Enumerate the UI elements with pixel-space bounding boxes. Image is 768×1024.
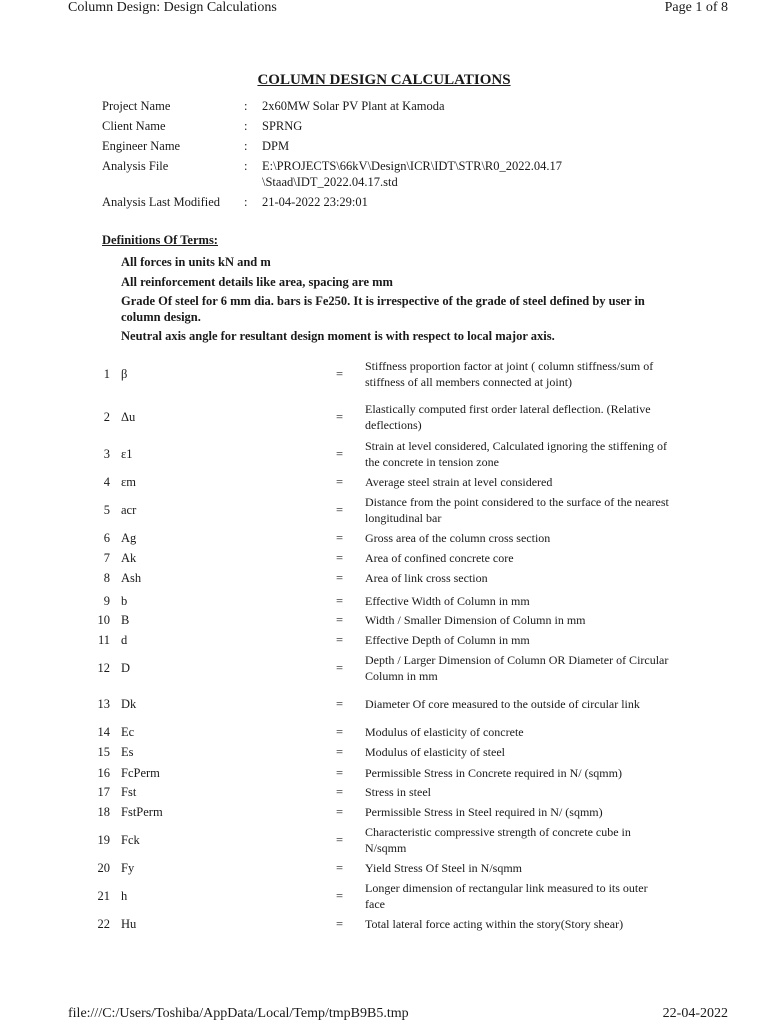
meta-colon: : [244, 159, 248, 173]
page-number: Page 1 of 8 [664, 0, 728, 15]
term-symbol: β [121, 366, 128, 381]
term-symbol: b [121, 593, 128, 608]
meta-colon: : [244, 99, 248, 113]
meta-label: Project Name [102, 99, 171, 113]
term-number: 12 [97, 660, 110, 675]
term-number: 15 [97, 744, 110, 759]
term-definition: Average steel strain at level considered [365, 474, 553, 489]
term-row [0, 437, 768, 471]
term-number: 18 [97, 804, 110, 819]
term-row [0, 549, 768, 567]
term-definition: Depth / Larger Dimension of Column OR Diameter of Circular Column in mm [365, 652, 669, 683]
equals-sign: = [336, 765, 344, 780]
term-symbol: B [121, 612, 130, 627]
term-definition: Total lateral force acting within the story(Story shear) [365, 916, 624, 931]
term-row [0, 651, 768, 685]
meta-label: Engineer Name [102, 139, 181, 153]
equals-sign: = [336, 409, 344, 424]
term-row [0, 349, 768, 399]
term-row [0, 879, 768, 913]
term-symbol: Ak [121, 550, 137, 565]
term-definition: Modulus of elasticity of concrete [365, 724, 524, 739]
term-number: 4 [103, 474, 110, 489]
term-row [0, 529, 768, 547]
equals-sign: = [336, 724, 344, 739]
meta-label: Analysis Last Modified [102, 195, 221, 209]
term-definition: Modulus of elasticity of steel [365, 744, 505, 759]
term-symbol: Ash [121, 570, 142, 585]
term-number: 7 [103, 550, 110, 565]
term-row [0, 611, 768, 629]
meta-colon: : [244, 139, 248, 153]
term-row [0, 743, 768, 761]
term-definition: Strain at level considered, Calculated ignoring the stiffening of the concrete in tension zone [365, 438, 668, 469]
term-row [0, 803, 768, 821]
term-number: 5 [103, 502, 110, 517]
term-number: 6 [103, 530, 110, 545]
term-symbol: εm [121, 474, 136, 489]
term-number: 17 [97, 784, 110, 799]
term-definition: Permissible Stress in Steel required in N/ (sqmm) [365, 804, 603, 819]
term-symbol: Fst [121, 784, 137, 799]
meta-label: Client Name [102, 119, 166, 133]
term-row [0, 569, 768, 587]
term-number: 13 [97, 696, 110, 711]
term-symbol: ε1 [121, 446, 133, 461]
term-row [0, 823, 768, 857]
equals-sign: = [336, 446, 344, 461]
note: Grade Of steel for 6 mm dia. bars is Fe250. It is irrespective of the grade of steel defined by user in column design. [121, 294, 645, 324]
term-symbol: d [121, 632, 128, 647]
document-title: COLUMN DESIGN CALCULATIONS [257, 72, 511, 88]
meta-value: 2x60MW Solar PV Plant at Kamoda [262, 99, 445, 113]
term-symbol: acr [121, 502, 137, 517]
equals-sign: = [336, 530, 344, 545]
equals-sign: = [336, 744, 344, 759]
term-definition: Stress in steel [365, 784, 431, 799]
equals-sign: = [336, 632, 344, 647]
term-number: 22 [97, 916, 110, 931]
term-number: 21 [97, 888, 110, 903]
term-number: 16 [97, 765, 110, 780]
equals-sign: = [336, 612, 344, 627]
term-number: 1 [103, 366, 110, 381]
equals-sign: = [336, 570, 344, 585]
term-symbol: FcPerm [121, 765, 160, 780]
term-number: 2 [103, 409, 110, 424]
term-symbol: Δu [121, 409, 136, 424]
footer-file-path: file:///C:/Users/Toshiba/AppData/Local/Temp/tmpB9B5.tmp [68, 1006, 409, 1021]
note: All reinforcement details like area, spacing are mm [121, 275, 393, 289]
meta-value: 21-04-2022 23:29:01 [262, 195, 368, 209]
term-definition: Diameter Of core measured to the outside of circular link [365, 696, 640, 711]
equals-sign: = [336, 502, 344, 517]
term-number: 11 [97, 632, 110, 647]
equals-sign: = [336, 696, 344, 711]
term-definition: Permissible Stress in Concrete required in N/ (sqmm) [365, 765, 622, 780]
term-definition: Characteristic compressive strength of concrete cube in N/sqmm [365, 824, 631, 855]
term-row [0, 592, 768, 610]
equals-sign: = [336, 860, 344, 875]
term-row [0, 783, 768, 801]
term-symbol: h [121, 888, 128, 903]
term-number: 14 [97, 724, 110, 739]
term-symbol: D [121, 660, 131, 675]
term-symbol: Ec [121, 724, 135, 739]
term-row [0, 915, 768, 933]
page-header-title: Column Design: Design Calculations [68, 0, 277, 15]
meta-value: E:\PROJECTS\66kV\Design\ICR\IDT\STR\R0_2022.04.17 \Staad\IDT_2022.04.17.std [262, 159, 563, 189]
term-symbol: Fck [121, 832, 140, 847]
term-definition: Longer dimension of rectangular link measured to its outer face [365, 880, 648, 911]
term-symbol: Fy [121, 860, 135, 875]
term-number: 19 [97, 832, 110, 847]
equals-sign: = [336, 660, 344, 675]
term-row [0, 473, 768, 491]
term-definition: Yield Stress Of Steel in N/sqmm [365, 860, 522, 875]
equals-sign: = [336, 888, 344, 903]
term-definition: Gross area of the column cross section [365, 530, 551, 545]
term-number: 3 [103, 446, 110, 461]
equals-sign: = [336, 804, 344, 819]
equals-sign: = [336, 593, 344, 608]
term-definition: Distance from the point considered to the surface of the nearest longitudinal bar [365, 494, 669, 525]
term-definition: Width / Smaller Dimension of Column in mm [365, 612, 586, 627]
equals-sign: = [336, 366, 344, 381]
term-definition: Effective Depth of Column in mm [365, 632, 530, 647]
note: Neutral axis angle for resultant design moment is with respect to local major axis. [121, 329, 555, 343]
term-row [0, 631, 768, 649]
term-symbol: Hu [121, 916, 137, 931]
meta-colon: : [244, 195, 248, 209]
term-definition: Area of link cross section [365, 570, 488, 585]
term-number: 9 [103, 593, 110, 608]
term-definition: Effective Width of Column in mm [365, 593, 530, 608]
definitions-heading: Definitions Of Terms: [102, 233, 218, 247]
term-row [0, 400, 768, 434]
term-row [0, 493, 768, 527]
term-symbol: Dk [121, 696, 137, 711]
equals-sign: = [336, 916, 344, 931]
meta-value: SPRNG [262, 119, 303, 133]
term-row [0, 859, 768, 877]
meta-colon: : [244, 119, 248, 133]
term-number: 20 [97, 860, 110, 875]
equals-sign: = [336, 550, 344, 565]
equals-sign: = [336, 784, 344, 799]
meta-value: DPM [262, 139, 290, 153]
term-row [0, 764, 768, 782]
footer-date: 22-04-2022 [662, 1006, 728, 1021]
term-definition: Elastically computed first order lateral deflection. (Relative deflections) [365, 401, 651, 432]
equals-sign: = [336, 832, 344, 847]
term-symbol: Ag [121, 530, 137, 545]
term-symbol: Es [121, 744, 134, 759]
term-definition: Area of confined concrete core [365, 550, 514, 565]
term-symbol: FstPerm [121, 804, 163, 819]
term-row [0, 687, 768, 721]
term-number: 10 [97, 612, 110, 627]
term-row [0, 723, 768, 741]
meta-label: Analysis File [102, 159, 169, 173]
equals-sign: = [336, 474, 344, 489]
note: All forces in units kN and m [121, 255, 271, 269]
term-number: 8 [103, 570, 110, 585]
term-definition: Stiffness proportion factor at joint ( column stiffness/sum of stiffness of all members connected at joint) [365, 358, 654, 389]
